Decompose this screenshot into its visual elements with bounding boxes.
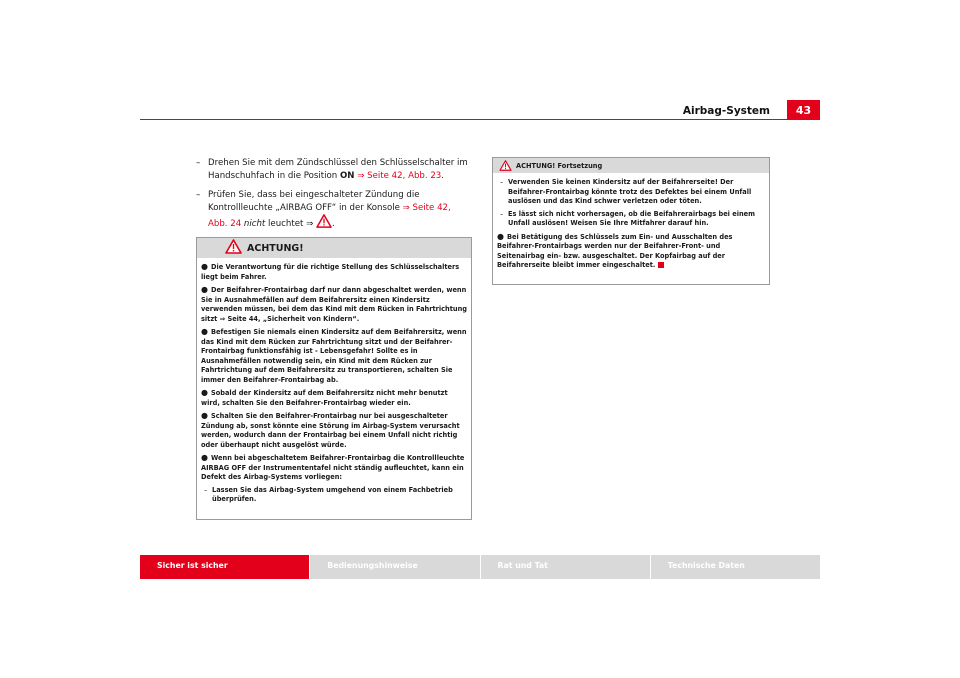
warning-bullet-item — [201, 411, 467, 450]
footer-nav — [140, 555, 820, 579]
warning-bullet-item — [201, 388, 467, 408]
warning-text: Schalten Sie den Beifahrer-Frontairbag nur bei ausgeschalteter Zündung ab, sonst könnte eine Störung im Airbag-System verursacht werden, wodurch dann der Frontairbag bei einem Unfall nicht richtig oder überhaupt nicht ausgelöst würde. — [201, 412, 460, 449]
footer-tab-technische-daten[interactable]: Technische Daten — [650, 555, 820, 579]
warning-text: Wenn bei abgeschaltetem Beifahrer-Frontairbag die Kontrollleuchte AIRBAG OFF der Instrumententafel nicht ständig aufleuchtet, kann ein Defekt des Airbag-Systems vorliegen: — [201, 454, 465, 481]
warning-triangle-icon — [499, 156, 512, 175]
warning-box — [196, 237, 472, 520]
warning-title: ACHTUNG! — [247, 242, 304, 254]
instruction-step — [196, 157, 472, 182]
step-text: Prüfen Sie, dass bei eingeschalteter Zündung die Kontrollleuchte „AIRBAG OFF“ in der Konsole — [208, 190, 420, 213]
warning-triangle-icon — [316, 214, 332, 233]
step-text: . — [332, 219, 335, 230]
bullet-icon: ● — [201, 411, 208, 420]
warning-text: Befestigen Sie niemals einen Kindersitz auf dem Beifahrersitz, wenn das Kind mit dem Rücken zur Fahrtrichtung sitzt und der Beifahrer-Frontairbag funktionsfähig ist - Lebensgefahr! Sollte es in Ausnahmefällen notwendig sein, ein Kind mit dem Rücken zur Fahrtrichtung auf dem Beifahrersitz zu transportieren, schalten Sie immer den Beifahrer-Frontairbag ab. — [201, 328, 467, 384]
bullet-icon: ● — [201, 327, 208, 336]
warning-sub-item — [201, 486, 467, 505]
step-text: Drehen Sie mit dem Zündschlüssel den Schlüsselschalter im Handschuhfach in die Position — [208, 158, 468, 181]
warning-sub-item — [497, 178, 765, 207]
step-dash: – — [196, 158, 201, 168]
end-of-section-marker-icon — [658, 262, 664, 268]
warning-bullet-item — [201, 453, 467, 483]
step-text: nicht — [243, 219, 266, 230]
warning-sub-item — [497, 210, 765, 229]
bullet-icon: ● — [201, 262, 208, 271]
instruction-step — [196, 189, 472, 233]
bullet-icon: ● — [201, 388, 208, 397]
step-text: ON — [340, 170, 355, 181]
warning-bullet-item — [201, 262, 467, 282]
running-header-title: Airbag-System — [682, 105, 770, 117]
footer-tab-bedienungshinweise[interactable]: Bedienungshinweise — [309, 555, 479, 579]
left-column — [196, 157, 472, 240]
warning-text: Der Beifahrer-Frontairbag darf nur dann abgeschaltet werden, wenn Sie in Ausnahmefällen auf dem Beifahrersitz einen Kindersitz verwenden müssen, bei dem das Kind mit dem Rücken in Fahrtrichtung sitzt ⇒ Seite 44, „Sicherheit von Kindern“. — [201, 286, 467, 323]
warning-body — [197, 258, 471, 505]
warning-text: Verwenden Sie keinen Kindersitz auf der Beifahrerseite! Der Beifahrer-Frontairbag könnte trotz des Defektes bei einem Unfall auslösen und das Kind schwer verletzen oder töten. — [508, 178, 752, 205]
warning-bullet-item — [497, 232, 765, 271]
footer-tab-sicher-ist-sicher[interactable]: Sicher ist sicher — [140, 555, 309, 579]
sub-dash: – — [500, 209, 504, 218]
warning-text: Sobald der Kindersitz auf dem Beifahrersitz nicht mehr benutzt wird, schalten Sie den Beifahrer-Frontairbag wieder ein. — [201, 389, 448, 407]
step-text: . — [441, 170, 445, 181]
bullet-icon: ● — [201, 453, 208, 462]
warning-continued-title: ACHTUNG! Fortsetzung — [516, 161, 603, 170]
warning-continued-box — [492, 157, 770, 285]
warning-bullet-item — [201, 285, 467, 324]
cross-reference-link[interactable]: ⇒ Seite 42, Abb. 24 — [208, 202, 451, 230]
instruction-steps — [196, 157, 472, 233]
page-number: 43 — [787, 100, 820, 120]
warning-triangle-icon — [225, 239, 242, 258]
warning-text: Die Verantwortung für die richtige Stellung des Schlüsselschalters liegt beim Fahrer. — [201, 263, 460, 281]
warning-text: Lassen Sie das Airbag-System umgehend von einem Fachbetrieb überprüfen. — [212, 485, 453, 503]
sub-dash: – — [204, 485, 208, 494]
warning-text: Bei Betätigung des Schlüssels zum Ein- und Ausschalten des Beifahrer-Frontairbags werden nur der Beifahrer-Front- und Seitenairbag ein- bzw. ausgeschaltet. Der Kopfairbag auf der Beifahrerseite bleibt immer eingeschaltet. — [497, 232, 733, 269]
header-rule — [140, 119, 820, 120]
warning-continued-body — [493, 173, 769, 271]
bullet-icon: ● — [497, 231, 504, 241]
cross-reference-link[interactable]: ⇒ Seite 42, Abb. 23 — [354, 170, 442, 181]
warning-bullet-item — [201, 327, 467, 385]
step-text: leuchtet ⇒ — [265, 219, 317, 230]
footer-tab-rat-und-tat[interactable]: Rat und Tat — [480, 555, 650, 579]
warning-text: Es lässt sich nicht vorhersagen, ob die Beifahrerairbags bei einem Unfall auslösen! Weisen Sie Ihre Mitfahrer darauf hin. — [508, 209, 756, 227]
bullet-icon: ● — [201, 285, 208, 294]
step-dash: – — [196, 190, 201, 201]
sub-dash: – — [500, 178, 504, 186]
